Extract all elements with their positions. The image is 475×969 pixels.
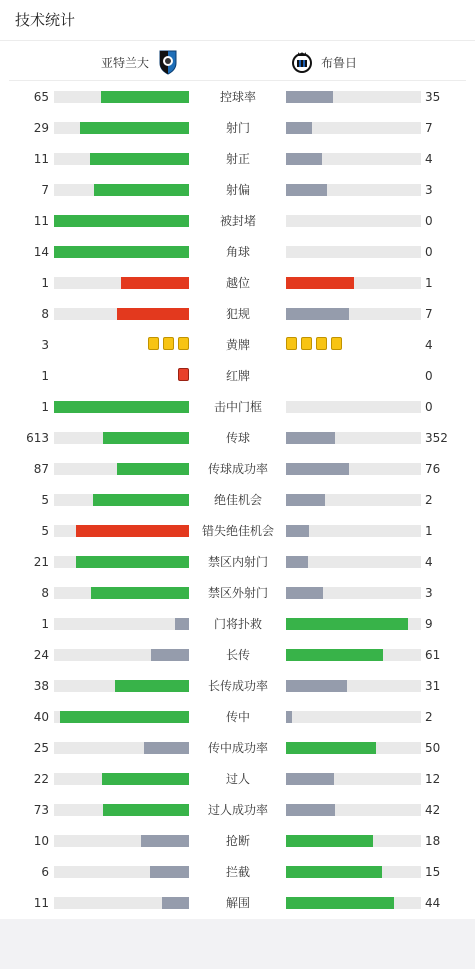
away-value: 31	[425, 679, 441, 693]
stat-row	[0, 423, 475, 454]
home-bar-track	[54, 897, 189, 909]
home-bar-track	[54, 587, 189, 599]
away-team[interactable]	[291, 49, 357, 75]
away-bar-track	[286, 649, 421, 661]
stat-row	[0, 268, 475, 299]
home-bar-fill	[151, 649, 189, 661]
away-value: 7	[425, 121, 433, 135]
home-bar-track	[54, 742, 189, 754]
home-value: 11	[33, 214, 49, 228]
away-bar-fill	[286, 866, 382, 878]
away-bar-track	[286, 680, 421, 692]
stat-label: 击中门框	[213, 400, 262, 414]
stat-label: 被封堵	[219, 214, 256, 228]
away-team-name: 布鲁日	[321, 55, 358, 70]
home-value: 1	[41, 369, 49, 383]
stat-label: 错失绝佳机会	[201, 524, 274, 538]
home-bar-track	[54, 401, 189, 413]
stat-row	[0, 795, 475, 826]
home-bar-track	[54, 773, 189, 785]
away-bar-fill	[286, 153, 322, 165]
away-bar-track	[286, 742, 421, 754]
away-bar-track	[286, 525, 421, 537]
home-bar-track	[54, 153, 189, 165]
home-bar-fill	[76, 556, 189, 568]
away-value: 35	[425, 90, 441, 104]
home-bar-fill	[54, 246, 189, 258]
stat-row	[0, 578, 475, 609]
stat-label: 长传	[225, 648, 250, 662]
club-brugge-crest-icon	[291, 49, 313, 75]
stat-label: 传中	[225, 710, 250, 724]
home-value: 11	[33, 152, 49, 166]
away-value: 0	[425, 400, 433, 414]
stat-row	[0, 237, 475, 268]
stat-label: 传球成功率	[207, 462, 268, 476]
away-value: 7	[425, 307, 433, 321]
away-bar-fill	[286, 835, 373, 847]
stat-label: 绝佳机会	[213, 493, 262, 507]
home-value: 8	[41, 586, 49, 600]
home-bar-track	[54, 277, 189, 289]
home-bar-track	[54, 215, 189, 227]
home-value: 87	[33, 462, 49, 476]
home-bar-track	[54, 308, 189, 320]
home-value: 22	[33, 772, 49, 786]
away-value: 3	[425, 586, 433, 600]
stat-label: 射正	[225, 152, 250, 166]
stat-row	[0, 671, 475, 702]
away-value: 4	[425, 338, 433, 352]
away-bar-fill	[286, 91, 333, 103]
home-bar-track	[54, 246, 189, 258]
yellow-card-icon	[163, 337, 174, 350]
home-value: 5	[41, 524, 49, 538]
home-value: 73	[33, 803, 49, 817]
stat-row	[0, 609, 475, 640]
stat-label: 传中成功率	[207, 741, 268, 755]
stat-label: 黄牌	[225, 338, 250, 352]
home-value: 613	[26, 431, 49, 445]
stat-row	[0, 144, 475, 175]
yellow-card-icon	[178, 337, 189, 350]
away-value: 9	[425, 617, 433, 631]
stat-row	[0, 857, 475, 888]
stat-label: 过人	[225, 772, 250, 786]
away-bar-fill	[286, 432, 335, 444]
home-bar-track	[54, 556, 189, 568]
home-bar-fill	[76, 525, 189, 537]
stat-label: 红牌	[225, 369, 250, 383]
away-value: 4	[425, 152, 433, 166]
away-bar-fill	[286, 277, 354, 289]
away-value: 1	[425, 524, 433, 538]
stat-label: 过人成功率	[207, 803, 268, 817]
home-bar-fill	[93, 494, 189, 506]
home-value: 14	[33, 245, 49, 259]
away-bar-fill	[286, 525, 309, 537]
home-value: 6	[41, 865, 49, 879]
away-yellow-cards	[286, 337, 342, 351]
home-bar-fill	[115, 680, 189, 692]
home-bar-fill	[117, 463, 189, 475]
away-bar-track	[286, 463, 421, 475]
home-bar-track	[54, 866, 189, 878]
stat-row	[0, 361, 475, 392]
stat-row	[0, 113, 475, 144]
home-value: 3	[41, 338, 49, 352]
home-value: 25	[33, 741, 49, 755]
away-value: 1	[425, 276, 433, 290]
stat-label: 越位	[225, 276, 250, 290]
away-bar-fill	[286, 773, 334, 785]
stat-row	[0, 206, 475, 237]
home-bar-track	[54, 711, 189, 723]
stat-row	[0, 299, 475, 330]
home-bar-fill	[162, 897, 189, 909]
stat-row	[0, 547, 475, 578]
away-bar-track	[286, 432, 421, 444]
home-bar-track	[54, 494, 189, 506]
stat-row	[0, 733, 475, 764]
stat-row	[0, 392, 475, 423]
home-bar-track	[54, 618, 189, 630]
away-bar-track	[286, 153, 421, 165]
away-bar-fill	[286, 184, 327, 196]
home-bar-fill	[121, 277, 189, 289]
home-bar-fill	[90, 153, 189, 165]
yellow-card-icon	[286, 337, 297, 350]
home-bar-fill	[54, 401, 189, 413]
away-bar-track	[286, 91, 421, 103]
home-value: 29	[33, 121, 49, 135]
home-value: 1	[41, 400, 49, 414]
red-card-icon	[178, 368, 189, 381]
home-bar-fill	[103, 432, 189, 444]
home-value: 40	[33, 710, 49, 724]
away-bar-fill	[286, 742, 376, 754]
away-value: 50	[425, 741, 441, 755]
yellow-card-icon	[331, 337, 342, 350]
home-bar-fill	[91, 587, 189, 599]
home-value: 10	[33, 834, 49, 848]
home-bar-track	[54, 649, 189, 661]
home-bar-track	[54, 463, 189, 475]
home-team-name: 亚特兰大	[100, 55, 149, 70]
away-value: 76	[425, 462, 441, 476]
home-value: 1	[41, 617, 49, 631]
away-bar-track	[286, 308, 421, 320]
home-bar-fill	[103, 804, 189, 816]
stat-row	[0, 640, 475, 671]
away-value: 15	[425, 865, 441, 879]
away-value: 2	[425, 710, 433, 724]
home-bar-fill	[94, 184, 189, 196]
away-bar-track	[286, 556, 421, 568]
away-bar-track	[286, 897, 421, 909]
home-bar-track	[54, 525, 189, 537]
away-bar-fill	[286, 897, 394, 909]
page-title: 技术统计	[15, 11, 76, 29]
away-bar-track	[286, 215, 421, 227]
away-bar-track	[286, 246, 421, 258]
away-bar-track	[286, 711, 421, 723]
away-value: 44	[425, 896, 441, 910]
away-value: 0	[425, 214, 433, 228]
away-value: 42	[425, 803, 441, 817]
stat-label: 拦截	[225, 865, 250, 879]
stat-row	[0, 82, 475, 113]
yellow-card-icon	[148, 337, 159, 350]
away-bar-track	[286, 835, 421, 847]
home-bar-track	[54, 91, 189, 103]
home-bar-fill	[80, 122, 189, 134]
away-bar-fill	[286, 122, 312, 134]
away-bar-track	[286, 277, 421, 289]
home-bar-track	[54, 680, 189, 692]
title-bar	[0, 0, 475, 41]
home-yellow-cards	[148, 337, 189, 351]
stat-label: 传球	[225, 431, 250, 445]
away-value: 352	[425, 431, 448, 445]
stat-row	[0, 516, 475, 547]
stat-row	[0, 888, 475, 919]
away-bar-fill	[286, 463, 349, 475]
away-bar-fill	[286, 494, 325, 506]
home-value: 38	[33, 679, 49, 693]
yellow-card-icon	[301, 337, 312, 350]
away-bar-track	[286, 587, 421, 599]
stat-label: 解围	[225, 896, 250, 910]
stat-row	[0, 764, 475, 795]
away-bar-fill	[286, 649, 383, 661]
home-bar-track	[54, 835, 189, 847]
away-bar-track	[286, 773, 421, 785]
away-bar-fill	[286, 804, 335, 816]
stat-label: 射偏	[225, 183, 250, 197]
away-bar-fill	[286, 711, 292, 723]
home-team[interactable]	[101, 49, 179, 75]
home-bar-track	[54, 184, 189, 196]
away-value: 0	[425, 245, 433, 259]
away-bar-track	[286, 401, 421, 413]
stat-row	[0, 454, 475, 485]
home-value: 5	[41, 493, 49, 507]
home-bar-fill	[144, 742, 189, 754]
stat-label: 长传成功率	[207, 679, 268, 693]
away-bar-track	[286, 122, 421, 134]
home-value: 1	[41, 276, 49, 290]
stat-label: 犯规	[225, 307, 250, 321]
home-value: 7	[41, 183, 49, 197]
stat-label: 角球	[225, 245, 250, 259]
stat-row	[0, 330, 475, 361]
stat-label: 控球率	[219, 90, 256, 104]
home-bar-track	[54, 432, 189, 444]
away-bar-track	[286, 804, 421, 816]
stat-label: 射门	[225, 121, 250, 135]
away-bar-track	[286, 866, 421, 878]
away-value: 4	[425, 555, 433, 569]
away-bar-fill	[286, 587, 323, 599]
home-bar-fill	[117, 308, 189, 320]
stat-row	[0, 702, 475, 733]
home-bar-track	[54, 804, 189, 816]
away-bar-fill	[286, 308, 349, 320]
away-value: 2	[425, 493, 433, 507]
home-value: 65	[33, 90, 49, 104]
home-bar-fill	[150, 866, 189, 878]
away-bar-fill	[286, 556, 308, 568]
stat-row	[0, 826, 475, 857]
home-bar-fill	[175, 618, 189, 630]
home-bar-fill	[54, 215, 189, 227]
away-value: 0	[425, 369, 433, 383]
away-bar-track	[286, 184, 421, 196]
home-bar-track	[54, 122, 189, 134]
home-bar-fill	[101, 91, 189, 103]
yellow-card-icon	[316, 337, 327, 350]
stat-row	[0, 485, 475, 516]
home-value: 8	[41, 307, 49, 321]
away-value: 3	[425, 183, 433, 197]
home-value: 24	[33, 648, 49, 662]
stat-label: 门将扑救	[213, 617, 262, 631]
away-bar-fill	[286, 618, 408, 630]
stat-row	[0, 175, 475, 206]
home-red-cards	[178, 368, 189, 382]
away-bar-track	[286, 618, 421, 630]
teams-header	[9, 41, 466, 81]
stat-label: 禁区外射门	[207, 586, 268, 600]
stat-label: 抢断	[225, 834, 250, 848]
stat-label: 禁区内射门	[207, 555, 268, 569]
home-value: 11	[33, 896, 49, 910]
away-bar-track	[286, 494, 421, 506]
home-bar-fill	[141, 835, 189, 847]
home-value: 21	[33, 555, 49, 569]
away-value: 18	[425, 834, 441, 848]
atalanta-crest-icon	[157, 49, 179, 75]
home-bar-fill	[102, 773, 189, 785]
away-value: 61	[425, 648, 441, 662]
home-bar-fill	[60, 711, 189, 723]
away-bar-fill	[286, 680, 347, 692]
away-value: 12	[425, 772, 441, 786]
